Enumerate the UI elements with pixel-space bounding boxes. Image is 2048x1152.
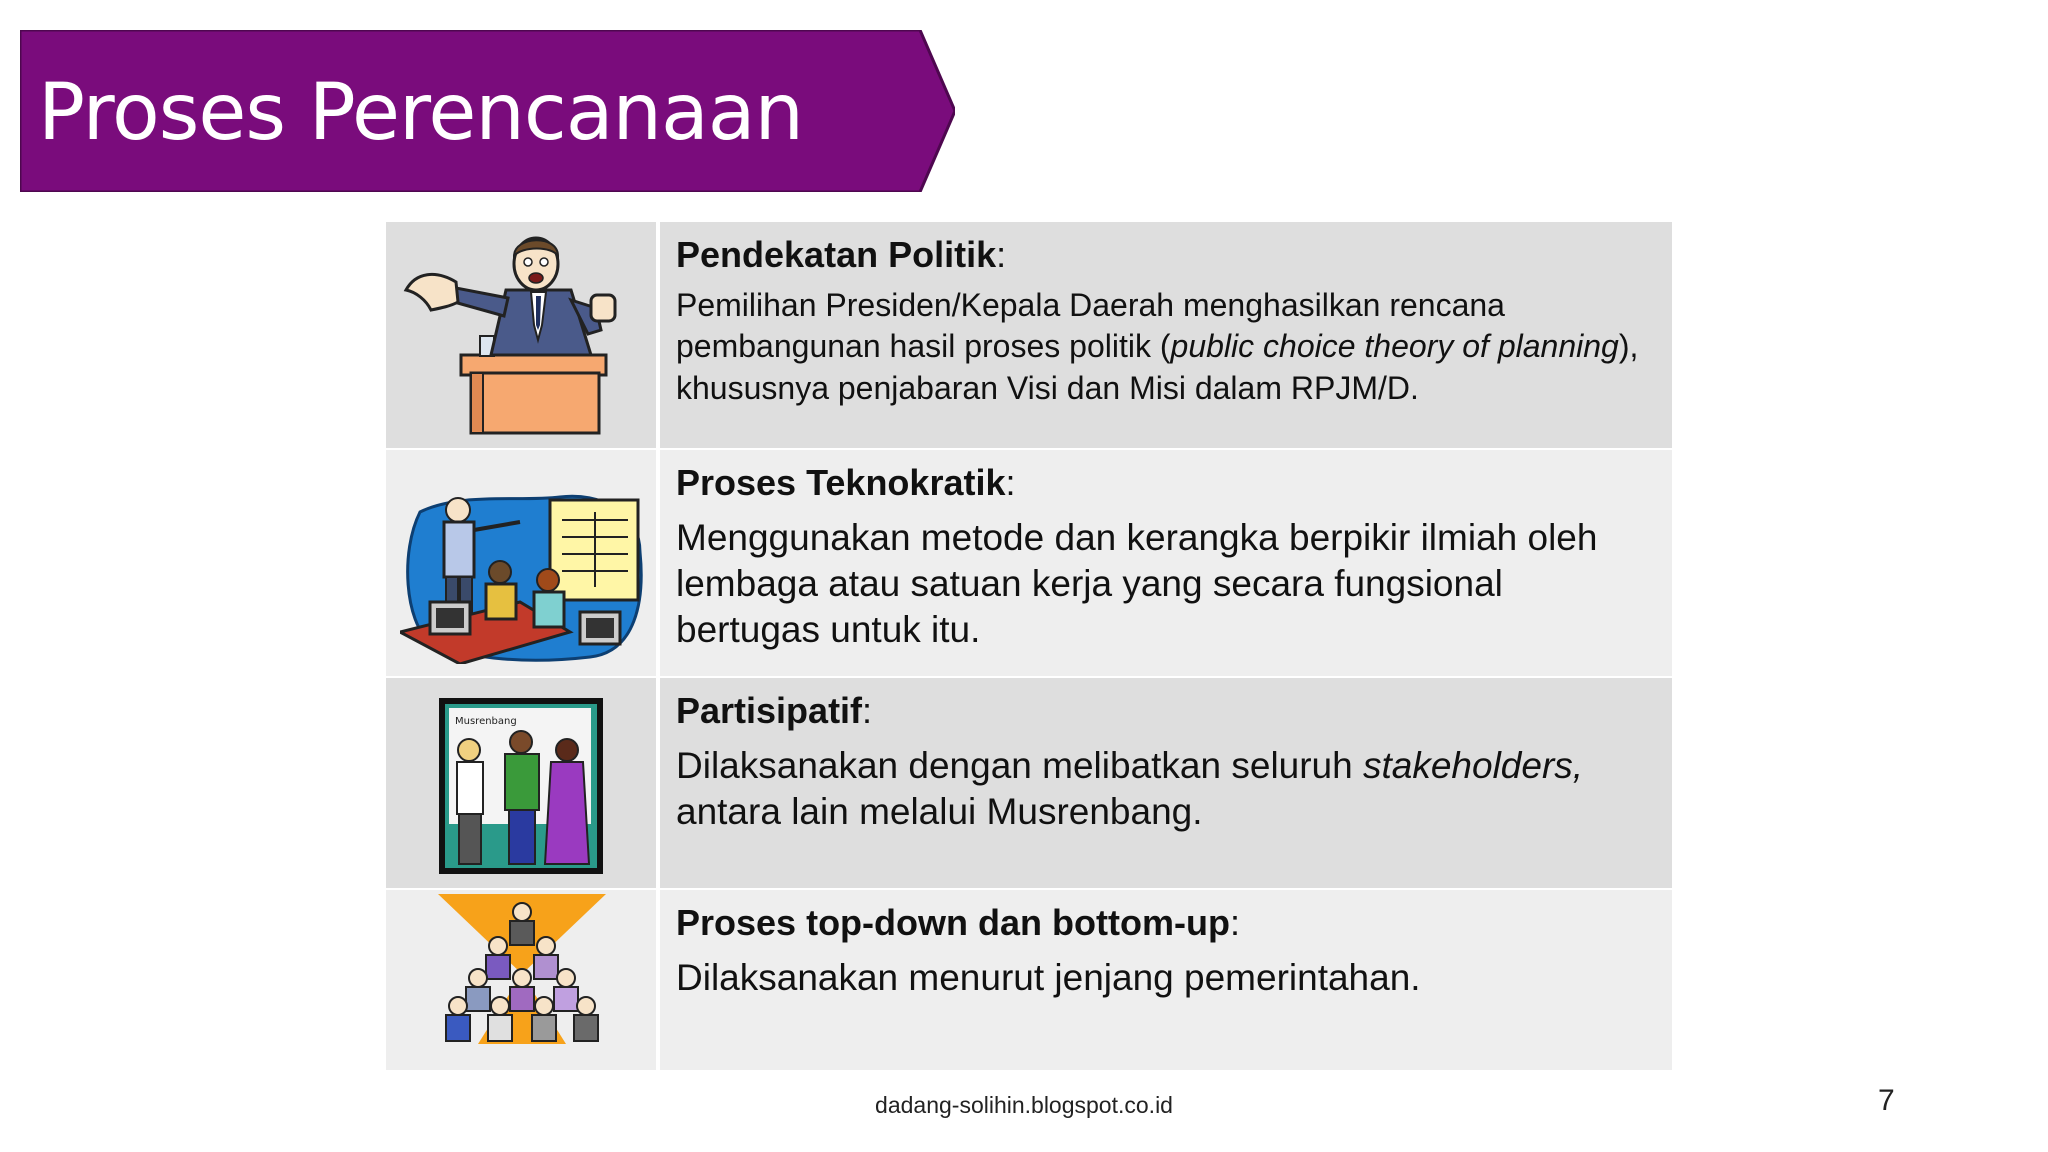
heading-bold: Pendekatan Politik <box>676 234 997 275</box>
body-text-2: ), khususnya penjabaran Visi dan Misi dalam RPJM/D. <box>676 328 1639 406</box>
body-italic: public choice theory of planning <box>1170 328 1619 365</box>
board-label: Musrenbang <box>455 716 517 727</box>
technocrat-team-icon <box>400 492 645 664</box>
body-italic: stakeholders, <box>1363 744 1584 786</box>
body-text: Menggunakan metode dan kerangka berpikir ilmiah oleh lembaga atau satuan kerja yang secara fungsional bertugas untuk itu. <box>676 516 1598 651</box>
body-text: Pemilihan Presiden/Kepala Daerah menghasilkan rencana pembangunan hasil proses politik ( <box>676 286 1505 365</box>
row-body <box>676 515 1656 654</box>
image-cell <box>386 222 656 448</box>
text-cell <box>660 678 1672 888</box>
text-cell <box>660 222 1672 448</box>
row-heading <box>676 900 1656 947</box>
table-row <box>386 222 1672 448</box>
heading-bold: Partisipatif <box>676 690 863 731</box>
body-text-2: antara lain melalui Musrenbang. <box>676 791 1203 833</box>
heading-colon: : <box>996 234 1007 275</box>
heading-colon: : <box>1005 462 1016 503</box>
heading-bold: Proses Teknokratik <box>676 462 1006 503</box>
slide-title: Proses Perencanaan <box>38 68 803 158</box>
row-body <box>676 743 1656 836</box>
page-number: 7 <box>1878 1084 1895 1117</box>
row-body <box>676 285 1656 410</box>
heading-colon: : <box>1229 902 1240 943</box>
title-banner <box>20 30 955 192</box>
politician-speech-icon <box>396 230 646 435</box>
row-heading <box>676 460 1656 507</box>
footer-source: dadang-solihin.blogspot.co.id <box>875 1092 1173 1118</box>
text-cell <box>660 450 1672 676</box>
hierarchy-pyramid-icon <box>438 894 606 1044</box>
table-row <box>386 678 1672 888</box>
image-cell <box>386 678 656 888</box>
meeting-board-icon <box>439 698 603 874</box>
image-cell <box>386 890 656 1070</box>
text-cell <box>660 890 1672 1070</box>
row-heading <box>676 232 1656 279</box>
row-body <box>676 955 1656 1001</box>
row-heading <box>676 688 1656 735</box>
table-row <box>386 890 1672 1070</box>
image-cell <box>386 450 656 676</box>
body-text: Dilaksanakan menurut jenjang pemerintahan. <box>676 956 1421 998</box>
heading-colon: : <box>862 690 873 731</box>
heading-bold: Proses top-down dan bottom-up <box>676 902 1230 943</box>
content-table <box>386 222 1672 1070</box>
table-row <box>386 450 1672 676</box>
body-text: Dilaksanakan dengan melibatkan seluruh <box>676 744 1363 786</box>
